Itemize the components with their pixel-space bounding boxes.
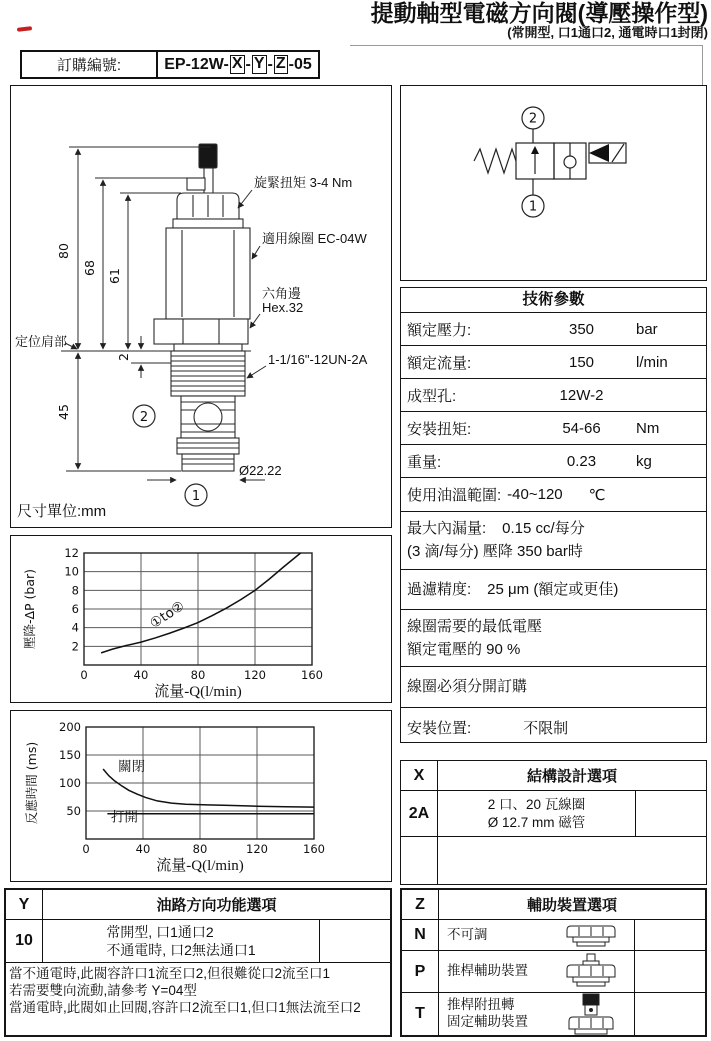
hydraulic-symbol [401, 86, 706, 280]
spec-value: 12W-2 [559, 386, 604, 404]
spec-label: 安裝位置: [407, 720, 472, 737]
y-options-table [4, 888, 392, 1037]
valve-cross-section-drawing [11, 86, 391, 527]
order-number-label: 訂購編號: [56, 57, 122, 74]
tech-row-filtration [401, 570, 706, 610]
tech-row-rated-pressure [401, 313, 706, 346]
x-option-desc-line1: 2 口、20 瓦線圈 [487, 796, 586, 812]
tech-row-oil-temp [401, 478, 706, 512]
order-code-sep1: - [245, 55, 251, 73]
order-code [156, 52, 318, 77]
z-option-row-N [402, 920, 705, 951]
symbol-port2-number: 2 [528, 111, 538, 127]
tech-row-cavity [401, 379, 706, 412]
z-options-header [402, 890, 705, 920]
x-option-desc [438, 791, 635, 836]
coil-order-note: 線圈必須分開訂購 [407, 678, 528, 696]
dim-2: 2 [116, 353, 131, 361]
thread-label: 1-1/16"-12UN-2A [268, 352, 368, 367]
order-code-z: Z [275, 55, 286, 73]
title-divider [350, 45, 703, 46]
torque-label: 旋緊扭矩 3-4 Nm [254, 175, 353, 190]
svg-text:80: 80 [192, 842, 208, 856]
order-code-y: Y [253, 55, 265, 73]
valve-drawing-panel [10, 85, 392, 528]
title-block [0, 1, 708, 40]
svg-text:①to②: ①to② [147, 597, 188, 632]
tech-row-max-leakage [401, 512, 706, 570]
svg-text:0: 0 [82, 842, 90, 856]
y-code: Y [6, 890, 43, 919]
spec-label: 成型孔: [407, 387, 457, 405]
x-code: X [401, 761, 438, 790]
svg-text:2: 2 [71, 639, 79, 654]
frame-line [702, 45, 703, 86]
nut-icon [548, 921, 634, 949]
diameter-label: Ø22.22 [239, 463, 282, 478]
svg-text:120: 120 [244, 668, 266, 682]
nut-pushrod-icon [548, 953, 634, 991]
svg-text:8: 8 [71, 583, 79, 598]
z-option-extra-cell [634, 993, 705, 1035]
x-options-table [400, 760, 707, 885]
y-option-desc-line2: 不通電時, 口2無法通口1 [106, 942, 256, 958]
svg-text:壓降-ΔP (bar): 壓降-ΔP (bar) [22, 568, 37, 650]
leakage-note: (3 滴/每分) 壓降 350 bar時 [407, 543, 583, 561]
x-option-row-2A [401, 791, 706, 837]
svg-text:80: 80 [190, 668, 206, 682]
y-option-code: 10 [6, 920, 43, 962]
pressure-drop-chart [11, 536, 391, 702]
knurled-knob-icon [548, 993, 634, 1035]
spec-unit: ℃ [588, 486, 606, 504]
dim-68: 68 [82, 260, 97, 276]
spec-label: 重量: [407, 453, 442, 471]
spec-value: 不限制 [523, 720, 569, 737]
response-time-chart [11, 711, 391, 881]
y-option-desc [43, 920, 319, 962]
tech-row-install-torque [401, 412, 706, 445]
response-time-chart-panel [10, 710, 392, 882]
z-option-code-P: P [402, 951, 439, 992]
svg-text:160: 160 [303, 842, 325, 856]
page-title: 提動軸型電磁方向閥(導壓操作型) [370, 0, 708, 26]
dimension-unit-note: 尺寸單位:mm [17, 503, 107, 520]
z-option-label-T-line1: 推桿附扭轉 [447, 997, 515, 1013]
y-option-extra-cell [319, 920, 390, 962]
z-option-row-T [402, 993, 705, 1035]
tech-row-coil-voltage [401, 610, 706, 668]
y-option-desc-line1: 常開型, 口1通口2 [106, 923, 214, 940]
x-option-desc-line2: Ø 12.7 mm 磁管 [487, 814, 586, 830]
hex-label-line1: 六角邊 [262, 286, 302, 301]
spec-value: 150 [568, 353, 595, 371]
order-code-prefix: EP-12W- [164, 55, 229, 73]
svg-text:10: 10 [64, 564, 79, 579]
svg-text:100: 100 [59, 776, 81, 790]
z-option-row-P [402, 951, 705, 993]
drawing-port2-number: 2 [139, 410, 149, 425]
z-options-title: 輔助裝置選項 [526, 897, 617, 914]
tech-row-weight [401, 445, 706, 478]
z-option-code-T: T [402, 993, 439, 1035]
svg-text:流量-Q(l/min): 流量-Q(l/min) [154, 684, 242, 700]
coil-label: 適用線圈 EC-04W [262, 231, 367, 246]
order-code-suffix: -05 [288, 55, 312, 73]
tech-row-coil-order [401, 667, 706, 707]
x-options-title: 結構設計選項 [526, 768, 617, 785]
spec-value: 0.15 cc/每分 [502, 520, 585, 537]
drawing-port1-number: 1 [191, 489, 201, 504]
spec-label: 安裝扭矩: [407, 420, 472, 438]
svg-text:120: 120 [246, 842, 268, 856]
y-note-line1: 當不通電時,此閥容許口1流至口2,但很難從口2流至口1 [9, 966, 331, 981]
z-option-main-T [439, 993, 634, 1035]
spec-value: 54-66 [562, 419, 601, 437]
spec-value: 350 [568, 320, 595, 338]
svg-text:4: 4 [71, 620, 79, 635]
dim-45: 45 [56, 404, 71, 420]
z-option-main-N [439, 920, 634, 950]
order-number-box [20, 50, 320, 79]
z-code: Z [402, 890, 439, 919]
z-option-code-N: N [402, 920, 439, 950]
z-option-extra-cell [634, 951, 705, 992]
spec-value: 25 μm (額定或更佳) [487, 580, 619, 598]
z-option-main-P [439, 951, 634, 992]
spec-label: 使用油溫範圍: [407, 487, 502, 504]
tech-row-rated-flow [401, 346, 706, 379]
page-subtitle: (常開型, 口1通口2, 通電時口1封閉) [507, 24, 708, 40]
order-code-sep2: - [267, 55, 273, 73]
spec-label: 過濾精度: [407, 580, 472, 598]
hex-label-line2: Hex.32 [262, 300, 304, 315]
x-options-header [401, 761, 706, 791]
tech-specs-table [400, 287, 707, 743]
shoulder-label: 定位肩部 [15, 334, 68, 349]
dim-61: 61 [107, 268, 122, 284]
x-option-code: 2A [401, 791, 438, 836]
x-option-extra-cell [635, 791, 706, 836]
dim-80: 80 [56, 243, 71, 259]
y-option-row-10 [6, 920, 390, 963]
y-note-line3: 當通電時,此閥如止回閥,容許口2流至口1,但口1無法流至口2 [9, 1000, 361, 1015]
y-options-title: 油路方向功能選項 [156, 897, 277, 914]
svg-text:反應時間 (ms): 反應時間 (ms) [24, 741, 39, 825]
tech-row-mounting [401, 708, 706, 748]
order-code-x: X [231, 55, 243, 73]
svg-text:打開: 打開 [110, 809, 138, 826]
symbol-port1-number: 1 [528, 199, 538, 215]
tech-specs-title: 技術參數 [401, 288, 706, 313]
spec-label: 額定流量: [407, 354, 472, 372]
svg-text:40: 40 [133, 668, 149, 682]
hydraulic-symbol-panel [400, 85, 707, 281]
svg-text:150: 150 [59, 748, 81, 762]
x-empty-code-cell [401, 837, 438, 884]
svg-text:200: 200 [59, 720, 81, 734]
svg-text:40: 40 [135, 842, 151, 856]
z-option-label-P: 推桿輔助裝置 [447, 963, 528, 979]
z-option-label-T-line2: 固定輔助裝置 [447, 1014, 528, 1029]
spec-label: 最大內漏量: [407, 520, 487, 537]
y-note-line2: 若需要雙向流動,請參考 Y=04型 [9, 983, 197, 998]
svg-text:關閉: 關閉 [118, 759, 146, 776]
spec-value: 0.23 [566, 452, 597, 470]
svg-text:160: 160 [301, 668, 323, 682]
svg-text:流量-Q(l/min): 流量-Q(l/min) [156, 858, 244, 874]
z-option-label-N: 不可調 [447, 926, 488, 942]
svg-text:12: 12 [64, 546, 79, 560]
z-option-extra-cell [634, 920, 705, 950]
spec-unit: Nm [636, 419, 660, 437]
svg-text:50: 50 [66, 804, 81, 818]
coil-voltage-line2: 額定電壓的 90 % [407, 641, 521, 658]
x-empty-main-cell [438, 837, 706, 884]
spec-unit: kg [636, 452, 652, 470]
spec-label: 額定壓力: [407, 321, 472, 339]
y-options-notes [6, 963, 390, 1018]
spec-value: -40~120 [507, 486, 563, 503]
x-options-empty-row [401, 837, 706, 884]
coil-voltage-line1: 線圈需要的最低電壓 [407, 617, 543, 635]
spec-unit: bar [636, 320, 658, 338]
svg-text:0: 0 [80, 668, 88, 682]
y-options-header [6, 890, 390, 920]
z-options-table [400, 888, 707, 1037]
pressure-drop-chart-panel [10, 535, 392, 703]
svg-text:6: 6 [71, 602, 79, 616]
spec-unit: l/min [636, 353, 668, 371]
